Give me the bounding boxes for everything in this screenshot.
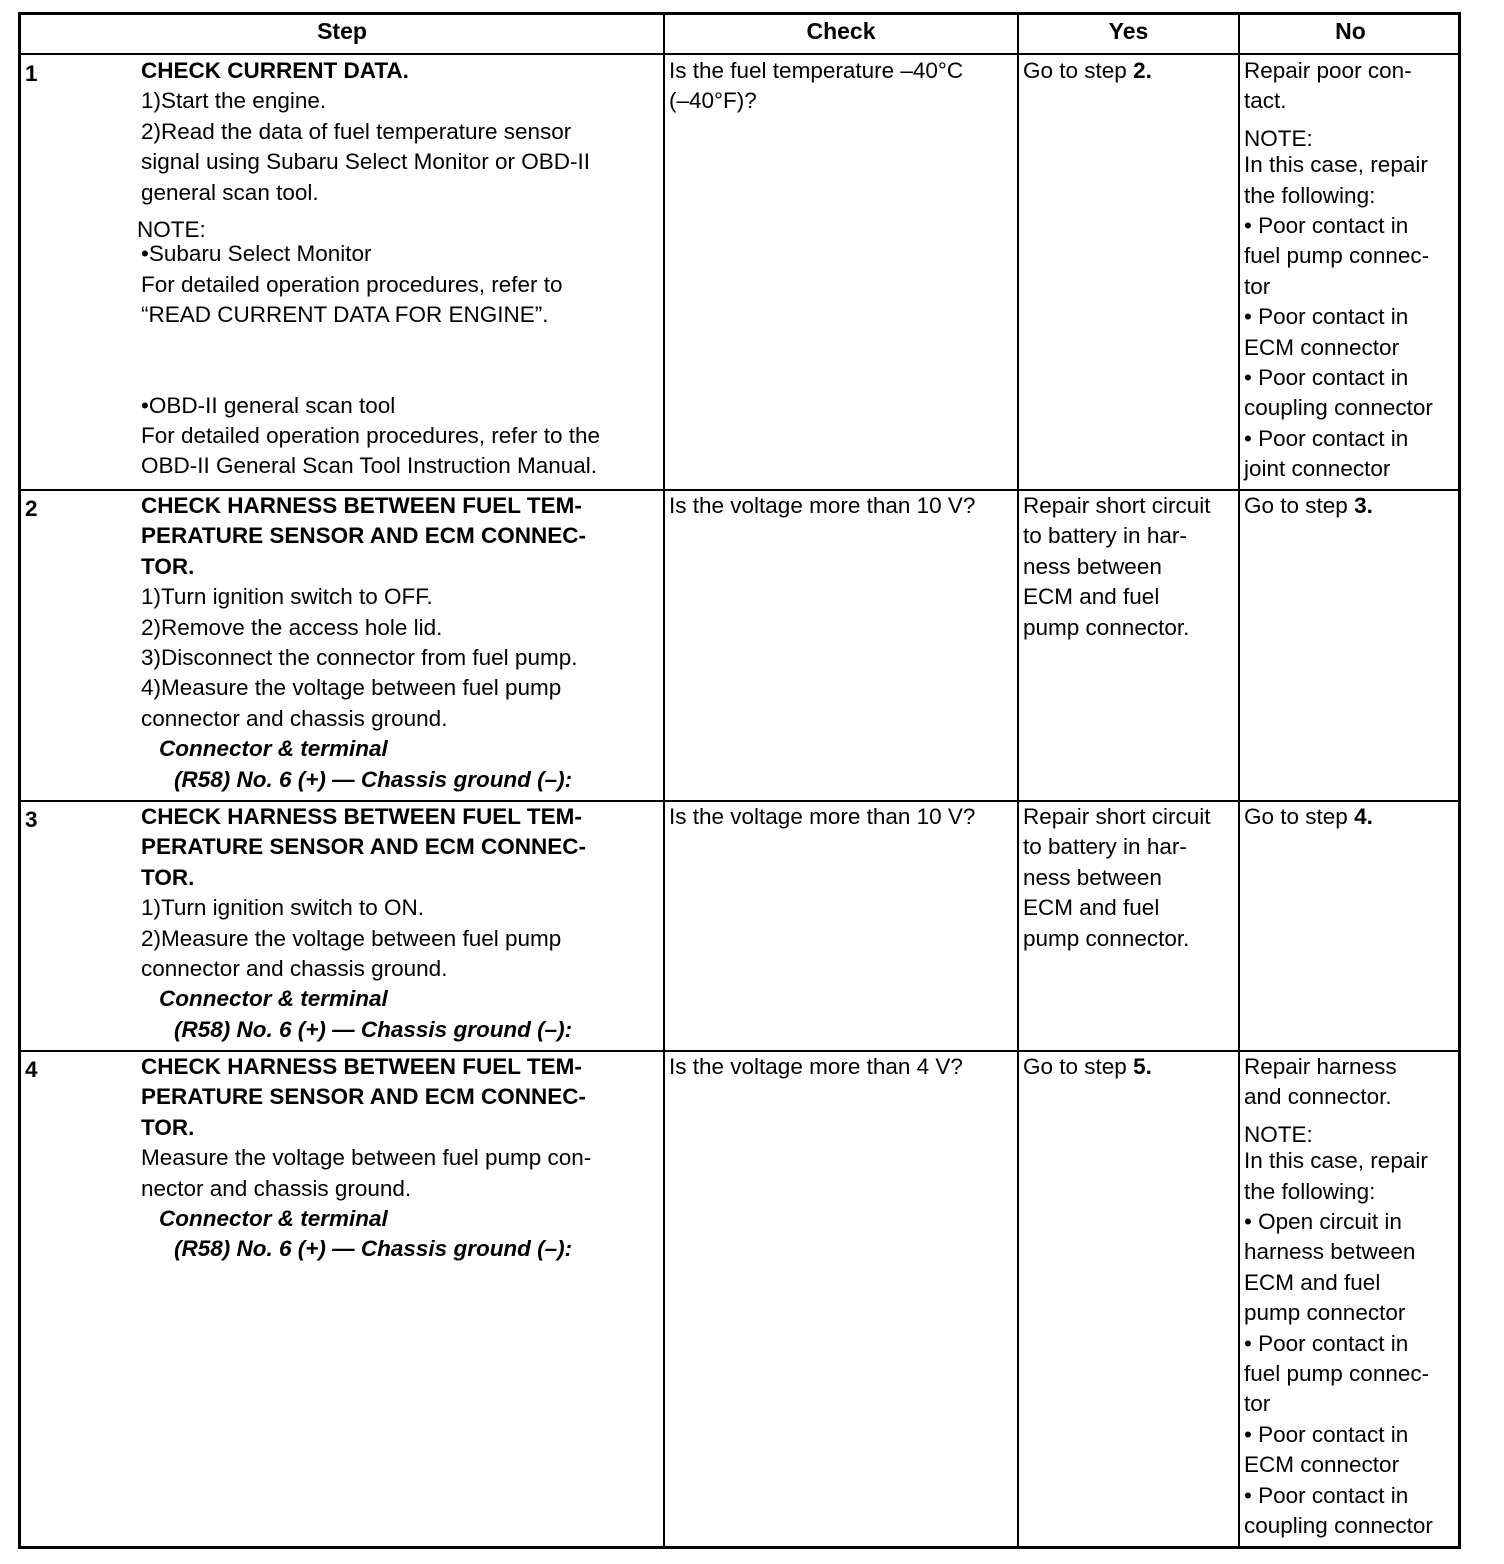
note-line: fuel pump connec- — [1244, 1361, 1430, 1387]
note-line: • Poor contact in — [1244, 1482, 1409, 1508]
step-title: CHECK CURRENT DATA. — [141, 58, 409, 83]
no-line: tact. — [1244, 88, 1287, 114]
note-line: ECM connector — [1244, 334, 1400, 360]
column-divider — [1238, 15, 1240, 1546]
note-line: pump connector — [1244, 1300, 1406, 1326]
note-line: the following: — [1244, 1178, 1376, 1204]
connector-terminal-value: (R58) No. 6 (+) — Chassis ground (–): — [174, 1236, 573, 1262]
note-line: For detailed operation procedures, refer to — [141, 271, 563, 297]
note-line: For detailed operation procedures, refer to the — [141, 423, 601, 449]
no-line: Repair poor con- — [1244, 58, 1412, 83]
step-line: 3)Disconnect the connector from fuel pump. — [141, 645, 578, 671]
yes-cell — [1023, 491, 1211, 643]
step-title: TOR. — [141, 553, 195, 579]
note-line: • Poor contact in — [1244, 1330, 1409, 1356]
check-cell — [669, 1052, 963, 1082]
note-line: OBD-II General Scan Tool Instruction Manual. — [141, 453, 598, 479]
step-line: Measure the voltage between fuel pump con- — [141, 1145, 592, 1171]
column-divider — [1017, 15, 1019, 1546]
note-line: fuel pump connec- — [1244, 243, 1430, 269]
note-label: NOTE: — [1244, 125, 1313, 151]
note-line: • Open circuit in — [1244, 1209, 1402, 1235]
note-line: coupling connector — [1244, 395, 1433, 421]
step-title: CHECK HARNESS BETWEEN FUEL TEM- — [141, 1054, 582, 1079]
yes-line: ECM and fuel — [1023, 584, 1160, 610]
header-check: Check — [806, 18, 876, 44]
check-cell — [669, 491, 975, 521]
note-line: • Poor contact in — [1244, 213, 1409, 239]
yes-line: ECM and fuel — [1023, 895, 1160, 921]
no-text: Go to step — [1244, 804, 1355, 829]
header-step: Step — [317, 18, 367, 44]
note-line: In this case, repair — [1244, 1148, 1428, 1174]
step-line: 1)Turn ignition switch to ON. — [141, 895, 425, 921]
no-cell — [1244, 802, 1373, 832]
no-line: Repair harness — [1244, 1054, 1397, 1079]
yes-line: Repair short circuit — [1023, 493, 1211, 518]
check-line: Is the voltage more than 10 V? — [669, 804, 976, 829]
note-line: •OBD-II general scan tool — [141, 392, 396, 418]
yes-line: ness between — [1023, 864, 1162, 890]
check-cell — [669, 56, 963, 117]
yes-line: pump connector. — [1023, 925, 1190, 951]
note-line: • Poor contact in — [1244, 425, 1409, 451]
yes-cell — [1023, 1052, 1152, 1082]
step-line: 1)Start the engine. — [141, 88, 327, 114]
header-no: No — [1335, 18, 1366, 44]
note-line: In this case, repair — [1244, 152, 1428, 178]
note-line: coupling connector — [1244, 1513, 1433, 1539]
connector-terminal-value: (R58) No. 6 (+) — Chassis ground (–): — [174, 766, 573, 792]
connector-terminal-label: Connector & terminal — [159, 1206, 388, 1232]
step-line: connector and chassis ground. — [141, 705, 448, 731]
step-line: 2)Measure the voltage between fuel pump — [141, 925, 562, 951]
header-yes: Yes — [1108, 18, 1149, 44]
yes-line: to battery in har- — [1023, 523, 1187, 549]
no-line: and connector. — [1244, 1084, 1392, 1110]
step-line: 1)Turn ignition switch to OFF. — [141, 584, 433, 610]
step-2-content — [141, 491, 586, 795]
yes-line: ness between — [1023, 553, 1162, 579]
yes-cell — [1023, 802, 1211, 954]
no-cell — [1244, 491, 1373, 521]
yes-cell — [1023, 56, 1152, 86]
yes-text: Go to step — [1023, 58, 1134, 83]
yes-step-ref: 2. — [1133, 58, 1152, 83]
step-title: TOR. — [141, 864, 195, 890]
note-line: joint connector — [1244, 456, 1391, 482]
connector-terminal-label: Connector & terminal — [159, 736, 388, 762]
note-line: • Poor contact in — [1244, 365, 1409, 391]
note-line: • Poor contact in — [1244, 304, 1409, 330]
step-line: 2)Remove the access hole lid. — [141, 614, 443, 640]
step-4-content — [141, 1052, 591, 1265]
note-line: •Subaru Select Monitor — [141, 241, 372, 267]
note-line: ECM connector — [1244, 1452, 1400, 1478]
no-cell — [1244, 56, 1433, 485]
note-label: NOTE: — [137, 217, 206, 243]
step-title: PERATURE SENSOR AND ECM CONNEC- — [141, 834, 587, 860]
check-line: Is the fuel temperature –40°C — [669, 58, 964, 83]
yes-step-ref: 5. — [1133, 1054, 1152, 1079]
yes-text: Go to step — [1023, 1054, 1134, 1079]
step-title: TOR. — [141, 1114, 195, 1140]
connector-terminal-label: Connector & terminal — [159, 986, 388, 1012]
step-title: PERATURE SENSOR AND ECM CONNEC- — [141, 523, 587, 549]
no-step-ref: 3. — [1354, 493, 1373, 518]
no-step-ref: 4. — [1354, 804, 1373, 829]
column-divider — [663, 15, 665, 1546]
check-cell — [669, 802, 975, 832]
note-line: ECM and fuel — [1244, 1269, 1381, 1295]
note-line: tor — [1244, 1391, 1271, 1417]
step-number: 3 — [25, 807, 38, 832]
note-label: NOTE: — [1244, 1121, 1313, 1147]
step-line: signal using Subaru Select Monitor or OBD-II — [141, 149, 590, 175]
note-line: tor — [1244, 273, 1271, 299]
check-line: (–40°F)? — [669, 88, 757, 114]
row-divider — [21, 53, 1458, 55]
yes-line: pump connector. — [1023, 614, 1190, 640]
note-line: harness between — [1244, 1239, 1416, 1265]
check-line: Is the voltage more than 4 V? — [669, 1054, 963, 1079]
step-number: 2 — [25, 496, 38, 521]
step-number: 4 — [25, 1057, 38, 1082]
step-number: 1 — [25, 61, 38, 86]
diagnostic-table — [18, 12, 1461, 1549]
note-line: • Poor contact in — [1244, 1421, 1409, 1447]
step-title: CHECK HARNESS BETWEEN FUEL TEM- — [141, 804, 582, 829]
yes-line: to battery in har- — [1023, 834, 1187, 860]
yes-line: Repair short circuit — [1023, 804, 1211, 829]
step-title: CHECK HARNESS BETWEEN FUEL TEM- — [141, 493, 582, 518]
step-line: 4)Measure the voltage between fuel pump — [141, 675, 562, 701]
step-3-content — [141, 802, 586, 1045]
step-title: PERATURE SENSOR AND ECM CONNEC- — [141, 1084, 587, 1110]
step-1-content — [137, 56, 601, 482]
check-line: Is the voltage more than 10 V? — [669, 493, 976, 518]
no-text: Go to step — [1244, 493, 1355, 518]
step-line: 2)Read the data of fuel temperature sensor — [141, 118, 572, 144]
note-line: the following: — [1244, 182, 1376, 208]
step-line: nector and chassis ground. — [141, 1175, 412, 1201]
connector-terminal-value: (R58) No. 6 (+) — Chassis ground (–): — [174, 1016, 573, 1042]
no-cell — [1244, 1052, 1433, 1542]
note-line: “READ CURRENT DATA FOR ENGINE”. — [141, 302, 549, 328]
step-line: connector and chassis ground. — [141, 956, 448, 982]
step-line: general scan tool. — [141, 179, 319, 205]
